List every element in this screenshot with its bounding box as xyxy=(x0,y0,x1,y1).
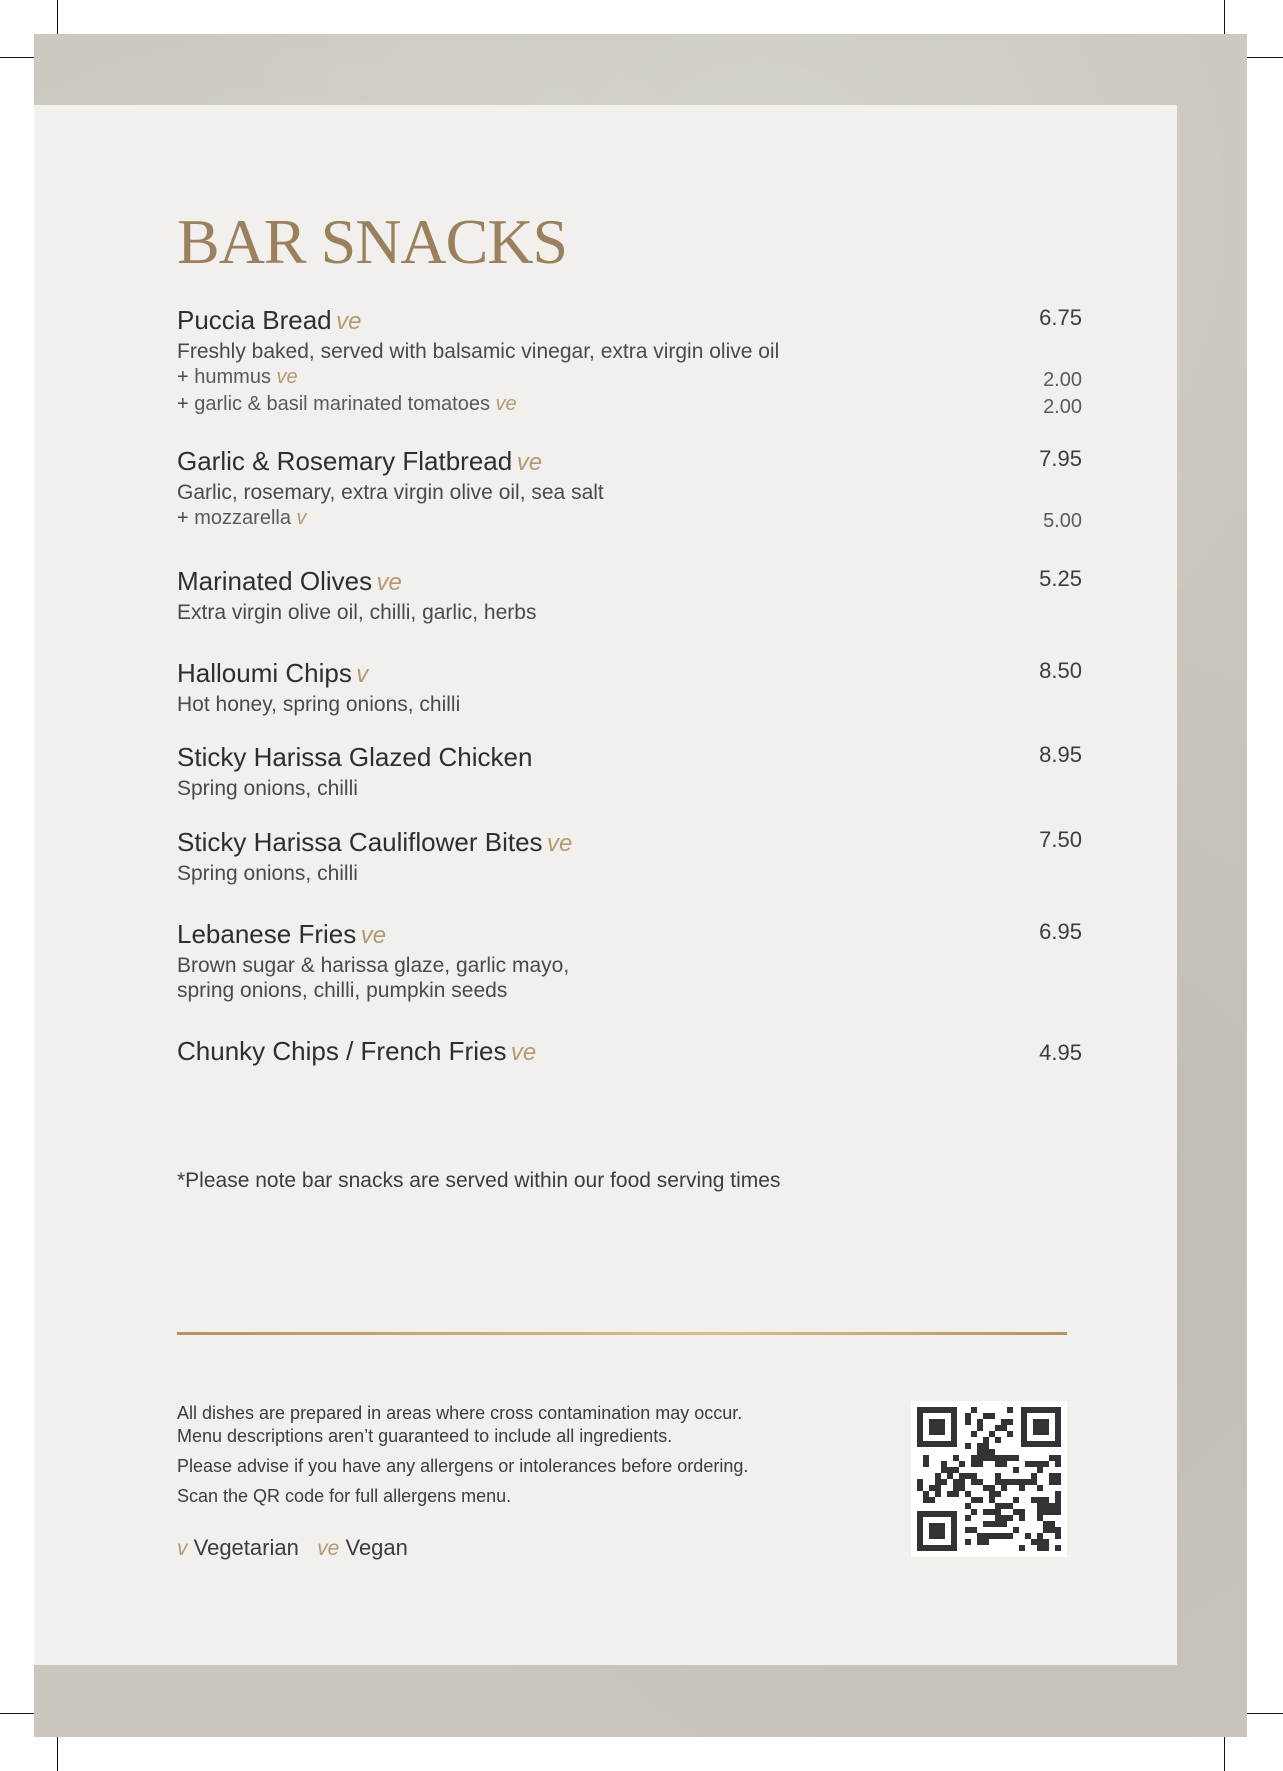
item-price: 5.25 xyxy=(1039,566,1082,591)
item-name: Garlic & Rosemary Flatbread xyxy=(177,446,513,476)
addon-price: 2.00 xyxy=(1043,369,1082,391)
addon-tomatoes xyxy=(177,391,1082,418)
addon-name: mozzarella xyxy=(194,507,291,529)
item-price: 7.50 xyxy=(1039,827,1082,852)
item-name: Sticky Harissa Cauliflower Bites xyxy=(177,827,543,857)
diet-tag: ve xyxy=(276,366,298,388)
addon-price: 2.00 xyxy=(1043,396,1082,418)
item-description: spring onions, chilli, pumpkin seeds xyxy=(177,979,508,1002)
item-description: Spring onions, chilli xyxy=(177,777,358,800)
crop-mark xyxy=(1243,1713,1283,1714)
menu-item-harissa-chicken xyxy=(177,740,1082,801)
item-price: 6.75 xyxy=(1039,305,1082,330)
item-description: Extra virgin olive oil, chilli, garlic, herbs xyxy=(177,601,537,624)
addon-mozzarella xyxy=(177,505,1082,532)
menu-item-cauliflower-bites xyxy=(177,825,1082,886)
diet-legend xyxy=(177,1535,408,1561)
item-name: Puccia Bread xyxy=(177,305,332,335)
addon-name: garlic & basil marinated tomatoes xyxy=(194,393,490,415)
diet-tag: v xyxy=(296,507,307,529)
allergen-line: All dishes are prepared in areas where cross contamination may occur. xyxy=(177,1403,743,1423)
item-price: 4.95 xyxy=(1039,1040,1082,1065)
item-name: Sticky Harissa Glazed Chicken xyxy=(177,742,533,772)
allergen-line: Scan the QR code for full allergens menu. xyxy=(177,1486,512,1506)
item-name: Lebanese Fries xyxy=(177,919,357,949)
diet-tag: ve xyxy=(336,308,362,335)
legend-ve-symbol: ve xyxy=(317,1537,340,1560)
crop-mark xyxy=(1243,57,1283,58)
item-price: 7.95 xyxy=(1039,446,1082,471)
item-name: Marinated Olives xyxy=(177,566,373,596)
diet-tag: v xyxy=(356,661,369,688)
diet-tag: ve xyxy=(360,922,387,949)
menu-item-marinated-olives xyxy=(177,564,1082,625)
item-description: Garlic, rosemary, extra virgin olive oil, sea salt xyxy=(177,481,604,504)
diet-tag: ve xyxy=(495,393,517,415)
diet-tag: ve xyxy=(516,449,543,476)
addon-name: hummus xyxy=(194,366,271,388)
item-name: Halloumi Chips xyxy=(177,658,352,688)
allergen-line: Menu descriptions aren’t guaranteed to include all ingredients. xyxy=(177,1426,673,1446)
item-description: Spring onions, chilli xyxy=(177,862,358,885)
item-price: 8.95 xyxy=(1039,742,1082,767)
item-description: Hot honey, spring onions, chilli xyxy=(177,693,461,716)
item-description: Brown sugar & harissa glaze, garlic mayo, xyxy=(177,954,570,977)
item-name: Chunky Chips / French Fries xyxy=(177,1036,507,1066)
diet-tag: ve xyxy=(547,830,573,857)
menu-title: BAR SNACKS xyxy=(177,206,568,277)
legend-v-symbol: v xyxy=(177,1537,188,1560)
plus-symbol: + xyxy=(177,366,189,388)
menu-item-flatbread xyxy=(177,444,1082,532)
addon-price: 5.00 xyxy=(1043,510,1082,532)
legend-ve-label: Vegan xyxy=(345,1535,408,1560)
plus-symbol: + xyxy=(177,393,189,415)
menu-item-chips-fries xyxy=(177,1034,1082,1068)
allergen-line: Please advise if you have any allergens or intolerances before ordering. xyxy=(177,1456,749,1476)
menu-page xyxy=(34,105,1177,1665)
menu-item-puccia-bread xyxy=(177,303,1082,418)
qr-code-icon[interactable] xyxy=(911,1401,1067,1557)
menu-item-lebanese-fries xyxy=(177,917,1082,1003)
item-price: 8.50 xyxy=(1039,658,1082,683)
gold-divider xyxy=(177,1332,1067,1335)
menu-item-halloumi-chips xyxy=(177,656,1082,717)
crop-mark xyxy=(1224,1731,1225,1771)
legend-v-label: Vegetarian xyxy=(193,1535,299,1560)
crop-mark xyxy=(57,1731,58,1771)
diet-tag: ve xyxy=(510,1039,537,1066)
item-description: Freshly baked, served with balsamic vinegar, extra virgin olive oil xyxy=(177,340,780,363)
plus-symbol: + xyxy=(177,507,189,529)
addon-hummus xyxy=(177,364,1082,391)
serving-times-note: *Please note bar snacks are served within our food serving times xyxy=(177,1169,781,1192)
item-price: 6.95 xyxy=(1039,919,1082,944)
diet-tag: ve xyxy=(376,569,402,596)
